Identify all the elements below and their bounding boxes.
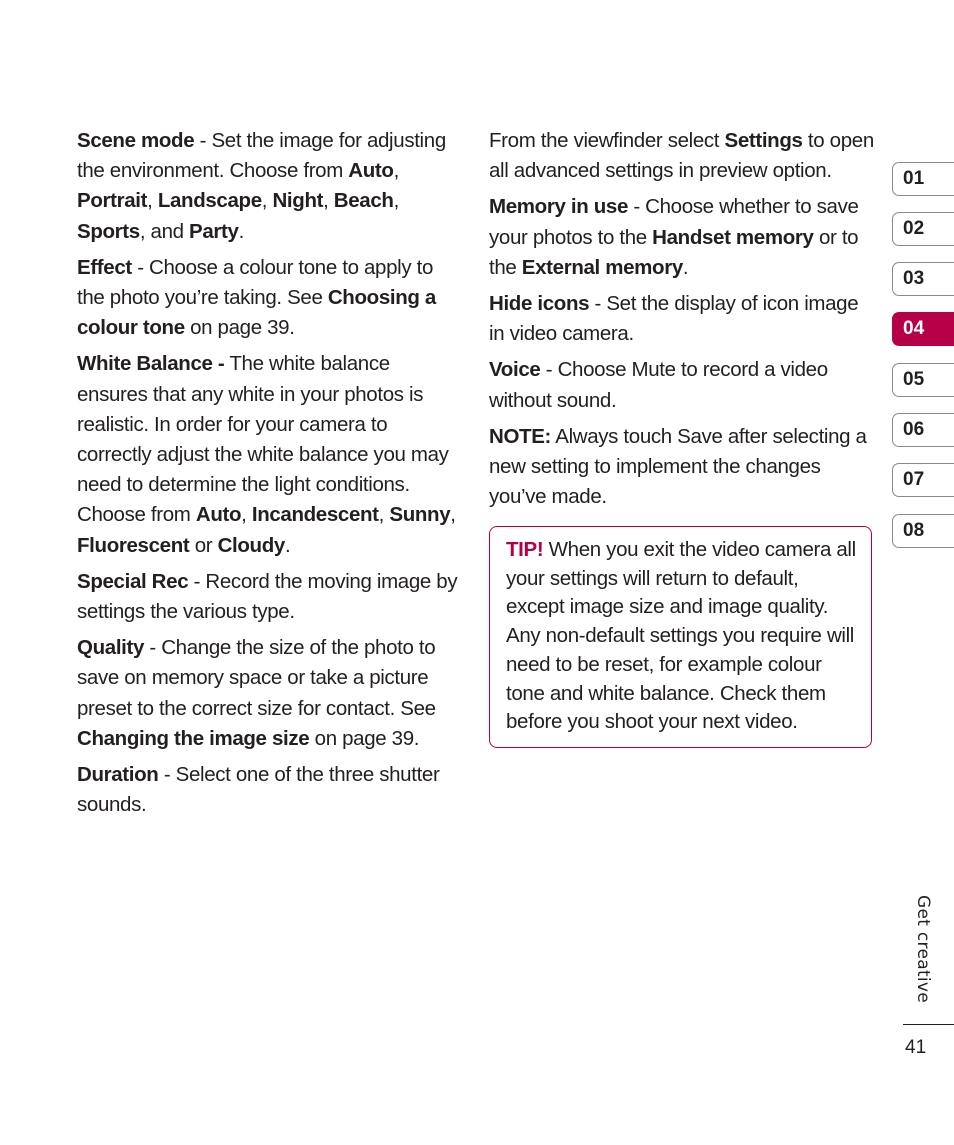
hide-icons-text: - Set the display of icon image in video camera. [489, 292, 859, 346]
option-incandescent: Incandescent [251, 503, 379, 527]
special-rec-paragraph [77, 567, 463, 627]
voice-paragraph [489, 355, 877, 415]
duration-term: Duration [77, 763, 159, 787]
hide-icons-paragraph [489, 289, 877, 349]
left-column [77, 126, 463, 826]
choosing-colour-tone-reference: Choosing a colour tone [77, 286, 436, 340]
separator: , [450, 503, 456, 527]
duration-paragraph [77, 760, 463, 820]
option-external-memory: External memory [521, 255, 683, 279]
page-reference-text: on page 39. [184, 316, 295, 340]
memory-in-use-text: - Choose whether to save your photos to the [489, 195, 859, 249]
separator: , [261, 189, 273, 213]
special-rec-term: Special Rec [77, 569, 189, 593]
separator: , [378, 503, 390, 527]
separator: or to the [489, 225, 859, 279]
note-paragraph [489, 422, 877, 513]
quality-text: - Change the size of the photo to save on memory space or take a picture preset to the correct size for contact. See [77, 636, 436, 720]
memory-in-use-term: Memory in use [489, 195, 628, 219]
sentence-end: . [682, 255, 689, 279]
option-portrait: Portrait [77, 189, 148, 213]
voice-term: Voice [489, 358, 541, 382]
option-party: Party [189, 219, 239, 243]
option-beach: Beach [333, 189, 394, 213]
special-rec-text: - Record the moving image by settings the various type. [77, 569, 458, 624]
scene-mode-paragraph [77, 126, 463, 247]
intro-text: From the viewfinder select [489, 129, 725, 152]
separator: or [189, 533, 218, 557]
effect-text: - Choose a colour tone to apply to the photo you’re taking. See [77, 255, 433, 310]
white-balance-paragraph [77, 349, 463, 560]
intro-paragraph [489, 126, 877, 186]
separator: , [147, 189, 158, 213]
hide-icons-term: Hide icons [489, 292, 590, 316]
tip-box [489, 526, 872, 748]
scene-mode-text: - Set the image for adjusting the environment. Choose from [77, 129, 446, 183]
chapter-tab-07[interactable]: 07 [892, 463, 954, 497]
chapter-tab-08[interactable]: 08 [892, 514, 954, 548]
chapter-tab-04-active[interactable]: 04 [892, 312, 954, 346]
chapter-tab-03[interactable]: 03 [892, 262, 954, 296]
option-sports: Sports [77, 219, 140, 243]
chapter-tab-06[interactable]: 06 [892, 413, 954, 447]
separator: , [393, 189, 399, 213]
tip-text: When you exit the video camera all your settings will return to default, except image size and image quality. Any non-default settings you require will need to be reset, for example colour tone and white balance. Check them before you shoot your next video. [506, 538, 856, 734]
sentence-end: . [238, 219, 244, 243]
chapter-tab-02[interactable]: 02 [892, 212, 954, 246]
option-landscape: Landscape [157, 189, 262, 213]
chapter-tab-05[interactable]: 05 [892, 363, 954, 397]
intro-text-end: to open all advanced settings in preview option. [489, 129, 874, 183]
option-sunny: Sunny [389, 503, 451, 527]
scene-mode-term: Scene mode [77, 129, 195, 152]
section-label: Get creative [913, 895, 933, 1004]
footer-divider [903, 1024, 954, 1025]
note-label: NOTE: [489, 424, 552, 448]
separator: , [393, 159, 399, 183]
quality-paragraph [77, 633, 463, 754]
right-column [489, 126, 877, 518]
sentence-end: . [284, 533, 291, 557]
memory-in-use-paragraph [489, 192, 877, 283]
changing-image-size-reference: Changing the image size [77, 726, 310, 750]
option-fluorescent: Fluorescent [77, 533, 190, 557]
option-night: Night [272, 189, 324, 213]
white-balance-text: The white balance ensures that any white in your photos is realistic. In order for your camera to correctly adjust the white balance you may need to determine the light conditions. Choose from [77, 352, 449, 527]
option-auto: Auto [195, 503, 242, 527]
separator: , [323, 189, 334, 213]
option-cloudy: Cloudy [217, 533, 285, 557]
white-balance-term: White Balance - [77, 352, 225, 376]
effect-paragraph [77, 253, 463, 344]
tip-label: TIP! [506, 538, 544, 561]
duration-text: - Select one of the three shutter sounds. [77, 763, 440, 817]
settings-reference: Settings [724, 129, 803, 152]
option-handset-memory: Handset memory [652, 225, 814, 249]
page-number: 41 [905, 1037, 927, 1058]
option-auto: Auto [348, 159, 394, 183]
effect-term: Effect [77, 255, 132, 279]
quality-term: Quality [77, 636, 145, 660]
page-reference-text: on page 39. [309, 726, 420, 750]
chapter-tab-01[interactable]: 01 [892, 162, 954, 196]
voice-text: - Choose Mute to record a video without sound. [489, 358, 828, 412]
separator: , and [139, 219, 190, 243]
note-text: Always touch Save after selecting a new setting to implement the changes you’ve made. [489, 424, 867, 509]
separator: , [241, 503, 252, 527]
